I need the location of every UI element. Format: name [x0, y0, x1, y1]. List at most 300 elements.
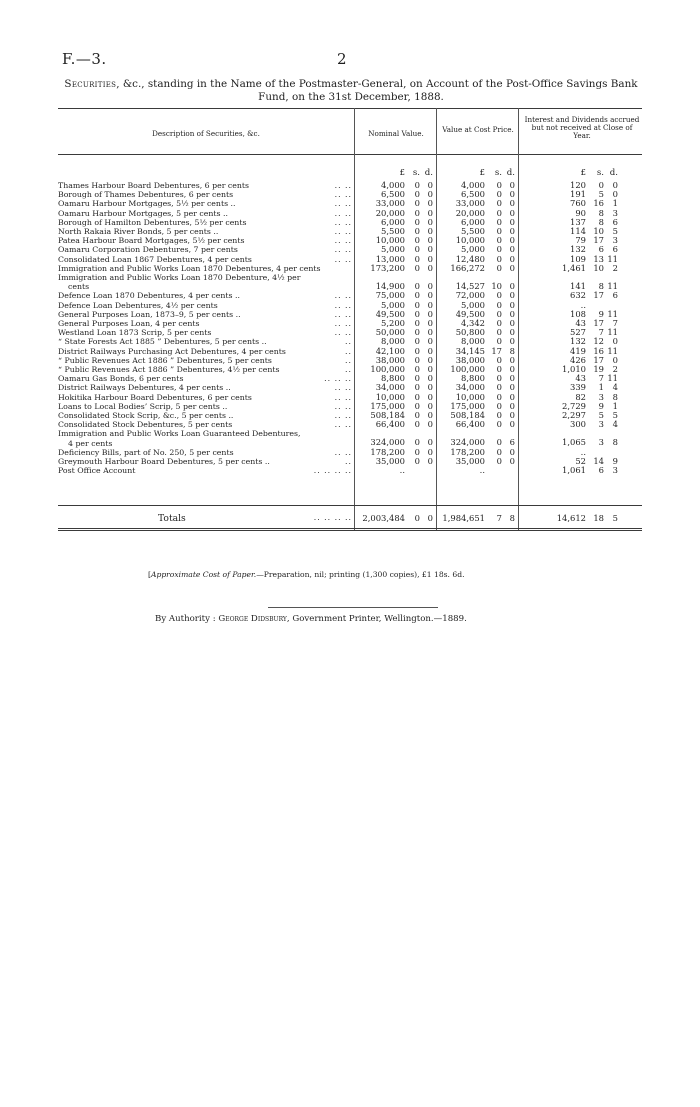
nom-shilling-value: 0 — [414, 226, 420, 236]
int-shilling-value: 16 — [593, 198, 604, 209]
currency-pound-label: £ — [479, 168, 485, 178]
nom-pound-value: 173,200 — [370, 262, 405, 273]
nom-shilling-value: 0 — [414, 400, 420, 411]
currency-shilling-label: s. — [596, 168, 604, 178]
title-lead: Securities — [64, 78, 117, 90]
int-pound-value: 632 — [570, 290, 586, 301]
int-pence-value: 4 — [612, 419, 618, 430]
cost-pence-value: 0 — [509, 391, 515, 402]
currency-pound-label: £ — [399, 168, 405, 178]
int-shilling-value: 10 — [593, 262, 604, 273]
cost-pence-value: 0 — [509, 354, 515, 365]
leader-dots: .. .. — [334, 383, 352, 393]
nom-pound-value: 75,000 — [375, 290, 405, 301]
totals-label: Totals — [158, 513, 186, 524]
int-pence-value: 6 — [612, 216, 618, 227]
int-pound-value: 2,729 — [562, 400, 586, 411]
cost-pence-value: 6 — [509, 437, 515, 448]
nom-pound-value: 13,000 — [375, 253, 405, 264]
nom-shilling-value: 0 — [414, 207, 420, 218]
imprint-printer-name: George Didsbury — [218, 614, 287, 624]
security-description: Deficiency Bills, part of No. 250, 5 per cents — [58, 447, 234, 457]
int-shilling-value: 6 — [598, 465, 604, 476]
cost-pence-value: 0 — [509, 446, 515, 457]
int-pound-value: 419 — [570, 345, 586, 356]
leader-dots: .. .. — [334, 236, 352, 246]
nom-pence-value: 0 — [427, 456, 433, 466]
nom-shilling-value: 0 — [414, 327, 420, 338]
nom-shilling-value: 0 — [414, 364, 420, 374]
nom-pound-value: 20,000 — [375, 207, 405, 218]
int-pence-value: 0 — [612, 189, 618, 200]
int-pound-value: 2,297 — [562, 410, 586, 420]
currency-shilling-label: s. — [412, 168, 420, 178]
nom-pound-value: .. — [399, 465, 405, 476]
total-nom-pence: 0 — [427, 513, 433, 523]
int-pence-value: 2 — [612, 364, 618, 374]
nom-pound-value: 175,000 — [370, 400, 405, 411]
nom-pence-value: 0 — [427, 235, 433, 246]
nom-pence-value: 0 — [427, 253, 433, 264]
int-shilling-value: 7 — [598, 373, 604, 384]
int-shilling-value: 17 — [593, 235, 604, 246]
nom-pence-value: 0 — [427, 373, 433, 384]
security-description: “ Public Revenues Act 1886 ” Debentures, 4½ per cents — [58, 365, 280, 374]
nom-shilling-value: 0 — [414, 299, 420, 310]
cost-pence-value: 0 — [509, 456, 515, 466]
leader-dots: .. .. — [334, 217, 352, 227]
int-pound-value: 132 — [570, 244, 586, 255]
nom-shilling-value: 0 — [414, 373, 420, 384]
cost-pound-value: 33,000 — [455, 198, 485, 209]
cost-shilling-value: 0 — [496, 180, 502, 190]
int-shilling-value: 12 — [593, 336, 604, 347]
security-description: Oamaru Harbour Mortgages, 5 per cents .. — [58, 208, 228, 218]
int-pound-value: 114 — [570, 226, 586, 236]
leader-dots: .. .. — [334, 392, 352, 402]
int-pound-value: 43 — [575, 318, 586, 328]
int-pence-value: 11 — [607, 345, 618, 356]
cost-pence-value: 0 — [509, 419, 515, 430]
nom-pence-value: 0 — [427, 391, 433, 402]
cost-pound-value: 66,400 — [455, 419, 485, 430]
cost-pence-value: 0 — [509, 226, 515, 236]
leader-dots: .. .. — [334, 319, 352, 328]
security-description: Hokitika Harbour Board Debentures, 6 per cents — [58, 392, 252, 402]
cost-pence-value: 0 — [509, 382, 515, 393]
nom-pence-value: 0 — [427, 354, 433, 365]
cost-pence-value: 0 — [509, 373, 515, 384]
nom-shilling-value: 0 — [414, 253, 420, 264]
cost-pence-value: 0 — [509, 299, 515, 310]
leader-dots: .. .. — [334, 328, 352, 338]
security-description: General Purposes Loan, 4 per cents — [58, 319, 200, 328]
currency-pence-label: d. — [424, 168, 433, 178]
note-italic-label: Approximate Cost of Paper. — [150, 570, 257, 579]
cost-shilling-value: 0 — [496, 244, 502, 255]
security-description: Defence Loan 1870 Debentures, 4 per cents .. — [58, 291, 240, 301]
nom-pence-value: 0 — [427, 446, 433, 457]
leader-dots: .. .. — [334, 300, 352, 310]
cost-pence-value: 0 — [509, 198, 515, 209]
int-pound-value: .. — [580, 446, 586, 457]
cost-pound-value: .. — [479, 465, 485, 476]
total-nom-shilling: 0 — [414, 513, 420, 523]
cost-pound-value: 10,000 — [455, 391, 485, 402]
int-shilling-value: 9 — [598, 308, 604, 319]
security-description: Oamaru Harbour Mortgages, 5½ per cents .. — [58, 199, 236, 209]
cost-pence-value: 0 — [509, 336, 515, 347]
security-description: Consolidated Loan 1867 Debentures, 4 per cents — [58, 254, 252, 264]
nom-shilling-value: 0 — [414, 290, 420, 301]
leader-dots: .. — [345, 355, 352, 365]
cost-pound-value: 5,500 — [461, 226, 485, 236]
cost-of-paper-note: [Approximate Cost of Paper.—Preparation, nil; printing (1,300 copies), £1 18s. 6d. — [148, 570, 465, 579]
cost-pound-value: 4,000 — [461, 180, 485, 190]
int-pence-value: 4 — [612, 382, 618, 393]
nom-pound-value: 324,000 — [370, 437, 405, 448]
nom-pound-value: 49,500 — [375, 308, 405, 319]
leader-dots: .. .. — [334, 411, 352, 420]
nom-pence-value: 0 — [427, 299, 433, 310]
cost-pence-value: 0 — [509, 318, 515, 328]
int-shilling-value: 6 — [598, 244, 604, 255]
page-number: 2 — [337, 50, 347, 68]
leader-dots: .. — [345, 457, 352, 466]
cost-pound-value: 175,000 — [450, 400, 485, 411]
totals-top-rule — [58, 505, 642, 506]
leader-dots: .. .. — [334, 227, 352, 236]
security-description: Consolidated Stock Debentures, 5 per cents — [58, 420, 233, 430]
total-int-pound: 14,612 — [556, 513, 586, 523]
int-pound-value: 339 — [570, 382, 586, 393]
security-description: “ Public Revenues Act 1886 ” Debentures, 5 per cents — [58, 355, 272, 365]
cost-shilling-value: 0 — [496, 308, 502, 319]
int-pence-value: 0 — [612, 336, 618, 347]
cost-pence-value: 8 — [509, 345, 515, 356]
nom-shilling-value: 0 — [414, 446, 420, 457]
cost-pound-value: 5,000 — [461, 244, 485, 255]
leader-dots: .. .. — [334, 245, 352, 255]
nom-pound-value: 4,000 — [381, 180, 405, 190]
cost-shilling-value: 0 — [496, 318, 502, 328]
int-pence-value: 0 — [612, 180, 618, 190]
nom-shilling-value: 0 — [414, 189, 420, 200]
nom-shilling-value: 0 — [414, 382, 420, 393]
currency-pound-label: £ — [580, 168, 586, 178]
nom-shilling-value: 0 — [414, 216, 420, 227]
cost-pound-value: 178,200 — [450, 446, 485, 457]
cost-pound-value: 10,000 — [455, 235, 485, 246]
cost-pound-value: 50,800 — [455, 327, 485, 338]
nom-shilling-value: 0 — [414, 391, 420, 402]
cost-pence-value: 0 — [509, 400, 515, 411]
security-description: Loans to Local Bodies’ Scrip, 5 per cents .. — [58, 401, 228, 411]
cost-pound-value: 5,000 — [461, 299, 485, 310]
leader-dots: .. — [345, 346, 352, 356]
nom-pound-value: 5,200 — [381, 318, 405, 328]
nom-pound-value: 8,000 — [381, 336, 405, 347]
int-pence-value: 11 — [607, 281, 618, 291]
int-shilling-value: 17 — [593, 354, 604, 365]
int-shilling-value: 14 — [593, 456, 604, 466]
security-description: General Purposes Loan, 1873–9, 5 per cents .. — [58, 309, 241, 319]
int-pence-value: 6 — [612, 290, 618, 301]
header-bottom-rule — [58, 154, 642, 155]
security-description: North Rakaia River Bonds, 5 per cents .. — [58, 227, 219, 236]
nom-pound-value: 33,000 — [375, 198, 405, 209]
cost-pound-value: 8,000 — [461, 336, 485, 347]
cost-pound-value: 6,500 — [461, 189, 485, 200]
nom-shilling-value: 0 — [414, 419, 420, 430]
table-bottom-rule — [58, 528, 642, 531]
nom-shilling-value: 0 — [414, 318, 420, 328]
security-description: Borough of Thames Debentures, 6 per cents — [58, 190, 234, 200]
cost-pence-value: 0 — [509, 281, 515, 291]
cost-shilling-value: 0 — [496, 198, 502, 209]
nom-pence-value: 0 — [427, 290, 433, 301]
nom-pence-value: 0 — [427, 262, 433, 273]
cost-shilling-value: 0 — [496, 456, 502, 466]
currency-pence-label: d. — [609, 168, 618, 178]
nom-shilling-value: 0 — [414, 180, 420, 190]
int-shilling-value: 10 — [593, 226, 604, 236]
leader-dots: .. — [345, 337, 352, 347]
nom-pence-value: 0 — [427, 437, 433, 448]
nom-pound-value: 66,400 — [375, 419, 405, 430]
cost-pence-value: 0 — [509, 410, 515, 420]
note-text: —Preparation, nil; printing (1,300 copies), £1 18s. 6d. — [256, 570, 465, 579]
leader-dots: .. .. — [334, 199, 352, 209]
int-pence-value: 7 — [612, 318, 618, 328]
cost-pound-value: 12,480 — [455, 253, 485, 264]
nom-shilling-value: 0 — [414, 281, 420, 291]
int-pound-value: 82 — [575, 391, 586, 402]
nom-pound-value: 5,500 — [381, 226, 405, 236]
int-pence-value: 6 — [612, 244, 618, 255]
total-int-pence: 5 — [612, 513, 618, 523]
int-pound-value: 1,461 — [562, 262, 586, 273]
int-shilling-value: 3 — [598, 391, 604, 402]
security-description: Oamaru Gas Bonds, 6 per cents — [58, 374, 184, 384]
security-description: Consolidated Stock Scrip, &c., 5 per cents .. — [58, 411, 234, 420]
cost-pound-value: 20,000 — [455, 207, 485, 218]
nom-pence-value: 0 — [427, 400, 433, 411]
authority-rule — [268, 607, 438, 608]
currency-header-row — [58, 168, 642, 180]
nom-shilling-value: 0 — [414, 354, 420, 365]
nom-pound-value: 10,000 — [375, 391, 405, 402]
cost-shilling-value: 0 — [496, 410, 502, 420]
security-description: Oamaru Corporation Debentures, 7 per cents — [58, 245, 238, 255]
cost-pound-value: 14,527 — [455, 281, 485, 291]
cost-pound-value: 72,000 — [455, 290, 485, 301]
nom-shilling-value: 0 — [414, 336, 420, 347]
nom-pound-value: 6,000 — [381, 216, 405, 227]
nom-pence-value: 0 — [427, 345, 433, 356]
int-pence-value: 5 — [612, 410, 618, 420]
nom-pound-value: 50,000 — [375, 327, 405, 338]
cost-shilling-value: 0 — [496, 354, 502, 365]
int-pence-value: 11 — [607, 327, 618, 338]
cost-pence-value: 0 — [509, 308, 515, 319]
int-shilling-value: 3 — [598, 437, 604, 448]
int-pence-value: 3 — [612, 207, 618, 218]
int-pence-value: 11 — [607, 308, 618, 319]
nom-pound-value: 8,800 — [381, 373, 405, 384]
nom-pence-value: 0 — [427, 207, 433, 218]
column-header-interest: Interest and Dividends accrued but not received at Close of Year. — [524, 115, 640, 141]
int-shilling-value: 13 — [593, 253, 604, 264]
column-header-description: Description of Securities, &c. — [152, 129, 260, 138]
nom-pence-value: 0 — [427, 382, 433, 393]
leader-dots: .. .. .. .. — [313, 466, 352, 476]
int-pound-value: 1,061 — [562, 465, 586, 476]
leader-dots: .. .. — [334, 254, 352, 264]
nom-pound-value: 14,900 — [375, 281, 405, 291]
security-description: Thames Harbour Board Debentures, 6 per cents — [58, 181, 250, 190]
leader-dots: .. .. — [334, 190, 352, 200]
cost-pence-value: 0 — [509, 207, 515, 218]
security-description: Patea Harbour Board Mortgages, 5½ per cents — [58, 236, 245, 246]
int-pound-value: 90 — [575, 207, 586, 218]
cost-pence-value: 0 — [509, 189, 515, 200]
cost-pence-value: 0 — [509, 290, 515, 301]
cost-shilling-value: 0 — [496, 336, 502, 347]
int-pound-value: 43 — [575, 373, 586, 384]
table-title — [62, 78, 640, 104]
nom-pence-value: 0 — [427, 419, 433, 430]
int-pence-value: 2 — [612, 262, 618, 273]
security-description: Immigration and Public Works Loan Guaranteed Debentures, 4 per cents — [58, 429, 301, 448]
security-description: Borough of Hamilton Debentures, 5½ per cents — [58, 217, 247, 227]
security-description: District Railways Purchasing Act Debentures, 4 per cents — [58, 346, 286, 356]
nom-pence-value: 0 — [427, 318, 433, 328]
cost-shilling-value: 0 — [496, 327, 502, 338]
nom-pound-value: 38,000 — [375, 354, 405, 365]
cost-shilling-value: 0 — [496, 235, 502, 246]
total-cost-pence: 8 — [509, 513, 515, 523]
imprint-lead: By Authority : — [155, 614, 216, 624]
nom-shilling-value: 0 — [414, 345, 420, 356]
int-shilling-value: 7 — [598, 327, 604, 338]
int-pence-value: 0 — [612, 354, 618, 365]
nom-pence-value: 0 — [427, 308, 433, 319]
int-pound-value: 426 — [570, 354, 586, 365]
int-pound-value: 120 — [570, 180, 586, 190]
cost-pound-value: 34,145 — [455, 345, 485, 356]
printer-imprint — [155, 614, 467, 624]
currency-pence-label: d. — [506, 168, 515, 178]
int-pound-value: 760 — [570, 198, 586, 209]
int-shilling-value: 9 — [598, 400, 604, 411]
int-shilling-value: 5 — [598, 410, 604, 420]
nom-pound-value: 178,200 — [370, 446, 405, 457]
int-shilling-value: 3 — [598, 419, 604, 430]
int-pence-value: 11 — [607, 253, 618, 264]
int-shilling-value: 16 — [593, 345, 604, 356]
int-pound-value: .. — [580, 299, 586, 310]
currency-shilling-label: s. — [494, 168, 502, 178]
cost-shilling-value: 0 — [496, 364, 502, 374]
int-pound-value: 109 — [570, 253, 586, 264]
document-code: F.—3. — [62, 50, 107, 68]
cost-pound-value: 100,000 — [450, 364, 485, 374]
nom-pence-value: 0 — [427, 336, 433, 347]
int-pound-value: 132 — [570, 336, 586, 347]
column-header-cost: Value at Cost Price. — [442, 125, 514, 134]
nom-pound-value: 42,100 — [375, 345, 405, 356]
nom-pound-value: 6,500 — [381, 189, 405, 200]
cost-pound-value: 8,800 — [461, 373, 485, 384]
int-pound-value: 79 — [575, 235, 586, 246]
cost-shilling-value: 0 — [496, 299, 502, 310]
cost-shilling-value: 0 — [496, 290, 502, 301]
cost-shilling-value: 0 — [496, 437, 502, 448]
leader-dots: .. .. — [334, 291, 352, 301]
imprint-rest: , Government Printer, Wellington.—1889. — [286, 614, 467, 624]
cost-shilling-value: 0 — [496, 400, 502, 411]
int-shilling-value: 17 — [593, 290, 604, 301]
int-pound-value: 1,065 — [562, 437, 586, 448]
cost-pound-value: 49,500 — [455, 308, 485, 319]
cost-pound-value: 6,000 — [461, 216, 485, 227]
int-pence-value: 1 — [612, 198, 618, 209]
security-description: Defence Loan Debentures, 4½ per cents — [58, 300, 218, 310]
nom-shilling-value: 0 — [414, 437, 420, 448]
table-top-rule — [58, 108, 642, 109]
cost-pence-value: 0 — [509, 327, 515, 338]
security-description: Post Office Account — [58, 466, 136, 476]
int-pence-value: 11 — [607, 373, 618, 384]
int-pound-value: 191 — [570, 189, 586, 200]
int-shilling-value: 8 — [598, 216, 604, 227]
total-cost-pound: 1,984,651 — [442, 513, 485, 523]
cost-pound-value: 35,000 — [455, 456, 485, 466]
security-description: Westland Loan 1873 Scrip, 5 per cents — [58, 328, 212, 338]
nom-pence-value: 0 — [427, 216, 433, 227]
int-pence-value: 8 — [612, 437, 618, 448]
cost-shilling-value: 0 — [496, 446, 502, 457]
nom-shilling-value: 0 — [414, 456, 420, 466]
title-text: , &c., standing in the Name of the Postmaster-General, on Account of the Post-Office Savings Bank Fund, on the 31st December, 1888. — [116, 78, 638, 103]
int-shilling-value: 17 — [593, 318, 604, 328]
cost-shilling-value: 0 — [496, 189, 502, 200]
cost-pence-value: 0 — [509, 180, 515, 190]
int-pound-value: 137 — [570, 216, 586, 227]
int-pence-value: 3 — [612, 465, 618, 476]
cost-pence-value: 0 — [509, 216, 515, 227]
int-pound-value: 52 — [575, 456, 586, 466]
cost-pence-value: 0 — [509, 364, 515, 374]
int-shilling-value: 19 — [593, 364, 604, 374]
security-description: Immigration and Public Works Loan 1870 Debenture, 4½ per cents — [58, 273, 301, 292]
cost-shilling-value: 0 — [496, 253, 502, 264]
int-shilling-value: 8 — [598, 207, 604, 218]
cost-shilling-value: 0 — [496, 207, 502, 218]
nom-shilling-value: 0 — [414, 198, 420, 209]
nom-pence-value: 0 — [427, 198, 433, 209]
cost-shilling-value: 0 — [496, 262, 502, 273]
nom-pound-value: 5,000 — [381, 244, 405, 255]
cost-shilling-value: 0 — [496, 373, 502, 384]
nom-shilling-value: 0 — [414, 235, 420, 246]
cost-pence-value: 0 — [509, 244, 515, 255]
cost-shilling-value: 0 — [496, 216, 502, 227]
cost-pence-value: 0 — [509, 253, 515, 264]
leader-dots: .. — [345, 365, 352, 374]
int-pence-value: 1 — [612, 400, 618, 411]
